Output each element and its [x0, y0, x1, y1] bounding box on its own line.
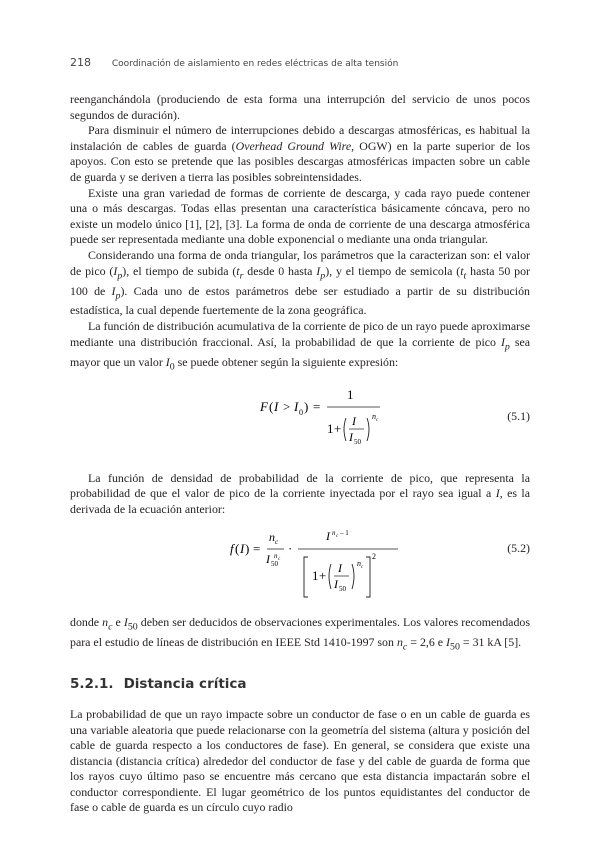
svg-text:n: n: [274, 552, 278, 561]
paragraph-5: La función de distribución acumulativa de la corriente de pico de un rayo puede aproximarse mediante una distribución fraccional. Así, la probabilidad de que la corriente de pico $I_p$ sea mayor que un valor $I_0$ se puede obtener según la siguiente expresión:: [70, 319, 530, 372]
svg-text:– 1: – 1: [340, 529, 349, 538]
svg-text:I: I: [240, 541, 245, 557]
equation-5-2-number: (5.2): [507, 541, 530, 556]
svg-text:c: c: [275, 538, 279, 547]
svg-text:+: +: [319, 568, 327, 584]
svg-text:I: I: [326, 529, 330, 544]
svg-text:(: (: [269, 398, 274, 414]
paragraph-3: Existe una gran variedad de formas de corriente de descarga, y cada rayo puede contener una o más descargas. Todas ellas presentan una característica básicamente cóncava, pero no existe un modelo único [1], [2], [3]. La forma de onda de corriente de una descarga atmosférica puede ser representada mediante una doble exponencial o mediante una onda triangular.: [70, 185, 530, 247]
svg-text:50: 50: [339, 585, 346, 594]
svg-text:I: I: [352, 413, 356, 428]
svg-text:=: =: [253, 541, 261, 557]
svg-text:50: 50: [354, 437, 361, 446]
section-title: Distancia crítica: [123, 676, 247, 693]
svg-text:n: n: [332, 529, 336, 538]
svg-text:): ): [245, 541, 250, 557]
paragraph-7: donde $n_c$ e $I_{50}$ deben ser deducidos de observaciones experimentales. Los valores recomendados para el estudio de líneas de distribución en IEEE Std 1410-1997 son $n_c = 2,6$ e $I_{50} = 31$ kA [5].: [70, 615, 530, 653]
svg-text:0: 0: [299, 407, 303, 417]
svg-text:c: c: [278, 557, 281, 563]
svg-text:1: 1: [347, 386, 354, 402]
svg-text:=: =: [313, 398, 321, 414]
svg-text:I: I: [349, 429, 353, 444]
svg-text:f: f: [230, 541, 234, 557]
page-number: 218: [70, 56, 91, 69]
paragraph-4: Considerando una forma de onda triangular, los parámetros que la caracterizan son: el valor de pico $(I_p)$, el tiempo de subida ($t_r$ desde 0 hasta $I_p$), y el tiempo de semicola ($t_t$ hasta 50 por 100 de $I_p$). Cada uno de estos parámetros debe ser estudiado a partir de su distribución estadística, la cual depende fuertemente de la zona geográfica.: [70, 247, 531, 318]
equation-5-2-formula: [230, 527, 550, 601]
section-number: 5.2.1.: [70, 676, 114, 693]
svg-text:n: n: [357, 559, 361, 569]
svg-text:1: 1: [312, 568, 319, 584]
equation-5-1: [70, 387, 530, 451]
svg-text:I: I: [266, 552, 270, 567]
paragraph-2: Para disminuir el número de interrupciones debido a descargas atmosféricas, es habitual la instalación de cables de guarda (Overhead Ground Wire, OGW) en la parte superior de los apoyos. Con esto se pretende que las posibles descargas atmosféricas impacten sobre un cable de guarda y se deriven a tierra las posibles sobreintensidades.: [70, 123, 530, 184]
paragraph-1: reenganchándola (produciendo de esta forma una interrupción del servicio de unos pocos segundos de duración).: [70, 92, 530, 122]
svg-text:+: +: [334, 420, 342, 436]
paragraph-6: La función de densidad de probabilidad de la corriente de pico, que representa la probabilidad de que el valor de pico de la corriente inyectada por el rayo sea igual a I, es la derivada de la ecuación anterior:: [70, 470, 531, 516]
svg-text:c: c: [336, 534, 339, 540]
svg-text:): ): [304, 398, 309, 414]
body-text: [70, 92, 530, 816]
paragraph-8: La probabilidad de que un rayo impacte sobre un conductor de fase o en un cable de guarda es una variable aleatoria que puede relacionarse con la geometría del sistema (altura y posición del cable de guarda respecto a los conductores de fase). En general, se considera que existe una distancia (distancia crítica) alrededor del conductor de fase y del cable de guarda de forma que los rayos cuyo último paso se encuentre más cercano que esta distancia impactarán sobre el conductor correspondiente. El lugar geométrico de los puntos equidistantes del conductor de fase o cable de guarda es un círculo cuyo radio: [70, 706, 530, 815]
running-title: Coordinación de aislamiento en redes eléctricas de alta tensión: [111, 59, 399, 69]
section-heading: [70, 677, 530, 693]
svg-text:I: I: [294, 398, 299, 414]
svg-text:F: F: [260, 398, 268, 414]
svg-text:c: c: [376, 417, 379, 423]
svg-text:50: 50: [271, 560, 278, 569]
equation-5-2: [70, 527, 530, 601]
svg-text:n: n: [269, 530, 275, 545]
svg-text:(: (: [235, 541, 240, 557]
svg-text:>: >: [283, 398, 291, 414]
svg-text:2: 2: [372, 552, 376, 562]
svg-text:I: I: [274, 398, 279, 414]
svg-text:I: I: [334, 577, 338, 592]
equation-5-1-number: (5.1): [507, 408, 530, 423]
svg-text:·: ·: [288, 541, 293, 557]
equation-5-1-formula: [260, 387, 580, 451]
svg-text:n: n: [372, 411, 376, 421]
svg-text:I: I: [338, 561, 342, 576]
running-header: [70, 56, 398, 69]
svg-text:1: 1: [327, 420, 334, 436]
svg-text:c: c: [361, 565, 364, 571]
